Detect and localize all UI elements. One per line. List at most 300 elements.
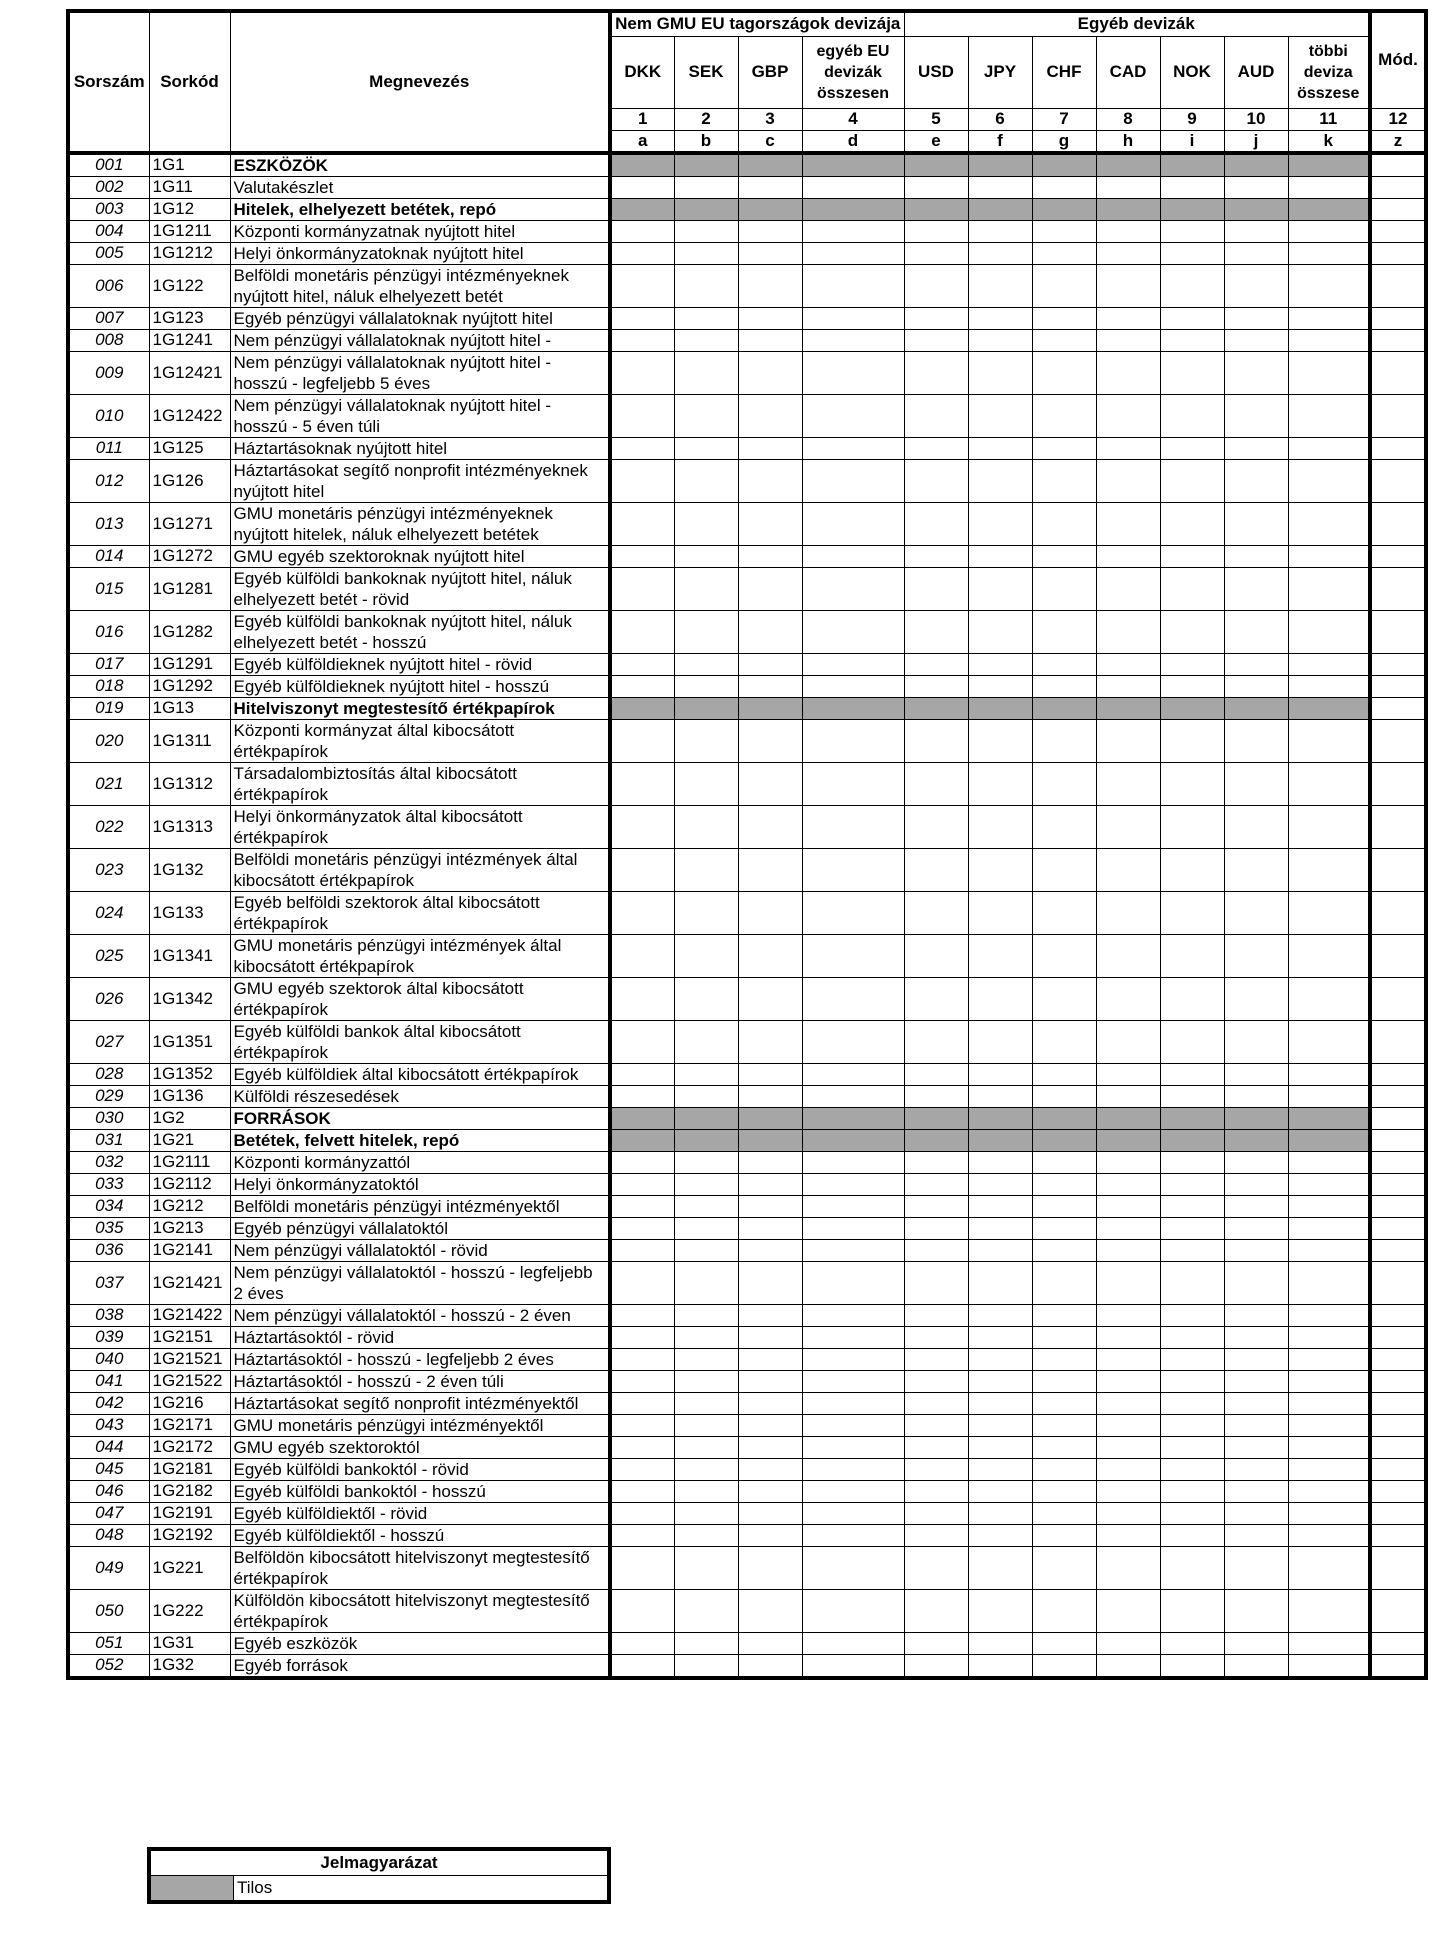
value-cell[interactable] — [738, 459, 802, 502]
value-cell[interactable] — [1096, 1480, 1160, 1502]
value-cell[interactable] — [1032, 1436, 1096, 1458]
value-cell[interactable] — [1288, 1304, 1370, 1326]
value-cell[interactable] — [1224, 1632, 1288, 1654]
value-cell[interactable] — [1288, 1632, 1370, 1654]
value-cell[interactable] — [1224, 762, 1288, 805]
value-cell[interactable] — [1370, 502, 1426, 545]
value-cell[interactable] — [802, 1217, 904, 1239]
value-cell[interactable] — [1096, 1063, 1160, 1085]
value-cell[interactable] — [1224, 610, 1288, 653]
value-cell[interactable] — [1160, 1020, 1224, 1063]
value-cell[interactable] — [674, 1370, 738, 1392]
value-cell[interactable] — [1370, 934, 1426, 977]
value-cell[interactable] — [904, 1502, 968, 1524]
value-cell[interactable] — [1224, 1392, 1288, 1414]
value-cell[interactable] — [1288, 351, 1370, 394]
value-cell[interactable] — [610, 653, 674, 675]
value-cell[interactable] — [610, 1436, 674, 1458]
value-cell[interactable] — [610, 1370, 674, 1392]
value-cell[interactable] — [610, 567, 674, 610]
value-cell[interactable] — [1032, 762, 1096, 805]
value-cell[interactable] — [674, 675, 738, 697]
value-cell[interactable] — [610, 1151, 674, 1173]
value-cell[interactable] — [674, 459, 738, 502]
value-cell[interactable] — [968, 1654, 1032, 1678]
value-cell[interactable] — [610, 1392, 674, 1414]
value-cell[interactable] — [738, 437, 802, 459]
value-cell[interactable] — [674, 891, 738, 934]
value-cell[interactable] — [1160, 934, 1224, 977]
value-cell[interactable] — [1096, 1654, 1160, 1678]
value-cell[interactable] — [610, 1414, 674, 1436]
value-cell[interactable] — [738, 805, 802, 848]
value-cell[interactable] — [1096, 176, 1160, 198]
value-cell[interactable] — [1224, 675, 1288, 697]
value-cell[interactable] — [802, 891, 904, 934]
value-cell[interactable] — [674, 934, 738, 977]
value-cell[interactable] — [674, 437, 738, 459]
value-cell[interactable] — [738, 176, 802, 198]
value-cell[interactable] — [610, 1173, 674, 1195]
value-cell[interactable] — [674, 610, 738, 653]
value-cell[interactable] — [904, 329, 968, 351]
value-cell[interactable] — [1288, 220, 1370, 242]
value-cell[interactable] — [1224, 502, 1288, 545]
value-cell[interactable] — [968, 1151, 1032, 1173]
value-cell[interactable] — [674, 1239, 738, 1261]
value-cell[interactable] — [1096, 351, 1160, 394]
value-cell[interactable] — [1288, 459, 1370, 502]
value-cell[interactable] — [1032, 1195, 1096, 1217]
value-cell[interactable] — [1096, 242, 1160, 264]
value-cell[interactable] — [802, 394, 904, 437]
value-cell[interactable] — [802, 1063, 904, 1085]
value-cell[interactable] — [1288, 762, 1370, 805]
value-cell[interactable] — [1160, 176, 1224, 198]
value-cell[interactable] — [1224, 307, 1288, 329]
value-cell[interactable] — [1032, 805, 1096, 848]
value-cell[interactable] — [1224, 1589, 1288, 1632]
value-cell[interactable] — [802, 264, 904, 307]
value-cell[interactable] — [1288, 1458, 1370, 1480]
value-cell[interactable] — [968, 307, 1032, 329]
value-cell[interactable] — [1032, 1261, 1096, 1304]
value-cell[interactable] — [1224, 394, 1288, 437]
value-cell[interactable] — [674, 1217, 738, 1239]
value-cell[interactable] — [1288, 502, 1370, 545]
value-cell[interactable] — [968, 1261, 1032, 1304]
value-cell[interactable] — [1288, 307, 1370, 329]
value-cell[interactable] — [1288, 1436, 1370, 1458]
value-cell[interactable] — [738, 1063, 802, 1085]
value-cell[interactable] — [610, 176, 674, 198]
value-cell[interactable] — [802, 1480, 904, 1502]
value-cell[interactable] — [674, 1326, 738, 1348]
value-cell[interactable] — [674, 848, 738, 891]
value-cell[interactable] — [904, 1195, 968, 1217]
value-cell[interactable] — [674, 1173, 738, 1195]
value-cell[interactable] — [1032, 1589, 1096, 1632]
value-cell[interactable] — [674, 329, 738, 351]
value-cell[interactable] — [1096, 762, 1160, 805]
value-cell[interactable] — [610, 242, 674, 264]
value-cell[interactable] — [1160, 675, 1224, 697]
value-cell[interactable] — [1370, 545, 1426, 567]
value-cell[interactable] — [610, 1654, 674, 1678]
value-cell[interactable] — [904, 1524, 968, 1546]
value-cell[interactable] — [968, 675, 1032, 697]
value-cell[interactable] — [1288, 675, 1370, 697]
value-cell[interactable] — [1370, 762, 1426, 805]
value-cell[interactable] — [1160, 437, 1224, 459]
value-cell[interactable] — [610, 264, 674, 307]
value-cell[interactable] — [674, 1524, 738, 1546]
value-cell[interactable] — [1160, 977, 1224, 1020]
value-cell[interactable] — [610, 1063, 674, 1085]
value-cell[interactable] — [1288, 1589, 1370, 1632]
value-cell[interactable] — [1160, 1370, 1224, 1392]
value-cell[interactable] — [968, 502, 1032, 545]
value-cell[interactable] — [802, 1654, 904, 1678]
value-cell[interactable] — [904, 437, 968, 459]
value-cell[interactable] — [674, 1589, 738, 1632]
value-cell[interactable] — [1370, 459, 1426, 502]
value-cell[interactable] — [1160, 1654, 1224, 1678]
value-cell[interactable] — [674, 1436, 738, 1458]
value-cell[interactable] — [802, 1239, 904, 1261]
value-cell[interactable] — [1224, 1173, 1288, 1195]
value-cell[interactable] — [1224, 1195, 1288, 1217]
value-cell[interactable] — [1160, 459, 1224, 502]
value-cell[interactable] — [610, 220, 674, 242]
value-cell[interactable] — [1096, 675, 1160, 697]
value-cell[interactable] — [738, 264, 802, 307]
value-cell[interactable] — [904, 762, 968, 805]
value-cell[interactable] — [904, 1458, 968, 1480]
value-cell[interactable] — [610, 394, 674, 437]
value-cell[interactable] — [904, 264, 968, 307]
value-cell[interactable] — [1032, 545, 1096, 567]
value-cell[interactable] — [1370, 1107, 1426, 1129]
value-cell[interactable] — [738, 762, 802, 805]
value-cell[interactable] — [904, 1392, 968, 1414]
value-cell[interactable] — [1288, 242, 1370, 264]
value-cell[interactable] — [738, 1085, 802, 1107]
value-cell[interactable] — [968, 653, 1032, 675]
value-cell[interactable] — [1160, 1261, 1224, 1304]
value-cell[interactable] — [610, 1020, 674, 1063]
value-cell[interactable] — [1032, 610, 1096, 653]
value-cell[interactable] — [1288, 1261, 1370, 1304]
value-cell[interactable] — [1096, 1020, 1160, 1063]
value-cell[interactable] — [1288, 1085, 1370, 1107]
value-cell[interactable] — [1370, 1348, 1426, 1370]
value-cell[interactable] — [1096, 545, 1160, 567]
value-cell[interactable] — [1224, 1348, 1288, 1370]
value-cell[interactable] — [1032, 242, 1096, 264]
value-cell[interactable] — [1370, 1546, 1426, 1589]
value-cell[interactable] — [1224, 805, 1288, 848]
value-cell[interactable] — [1032, 502, 1096, 545]
value-cell[interactable] — [738, 1217, 802, 1239]
value-cell[interactable] — [610, 1348, 674, 1370]
value-cell[interactable] — [904, 1326, 968, 1348]
value-cell[interactable] — [610, 1217, 674, 1239]
value-cell[interactable] — [968, 1195, 1032, 1217]
value-cell[interactable] — [674, 307, 738, 329]
value-cell[interactable] — [738, 1239, 802, 1261]
value-cell[interactable] — [1160, 805, 1224, 848]
value-cell[interactable] — [674, 394, 738, 437]
value-cell[interactable] — [738, 1195, 802, 1217]
value-cell[interactable] — [968, 545, 1032, 567]
value-cell[interactable] — [968, 1239, 1032, 1261]
value-cell[interactable] — [738, 675, 802, 697]
value-cell[interactable] — [738, 610, 802, 653]
value-cell[interactable] — [738, 1414, 802, 1436]
value-cell[interactable] — [610, 805, 674, 848]
value-cell[interactable] — [1370, 675, 1426, 697]
value-cell[interactable] — [1288, 176, 1370, 198]
value-cell[interactable] — [610, 1304, 674, 1326]
value-cell[interactable] — [1224, 1326, 1288, 1348]
value-cell[interactable] — [1160, 567, 1224, 610]
value-cell[interactable] — [1370, 242, 1426, 264]
value-cell[interactable] — [1096, 1414, 1160, 1436]
value-cell[interactable] — [738, 307, 802, 329]
value-cell[interactable] — [904, 934, 968, 977]
value-cell[interactable] — [674, 1480, 738, 1502]
value-cell[interactable] — [674, 1458, 738, 1480]
value-cell[interactable] — [1160, 1348, 1224, 1370]
value-cell[interactable] — [1370, 653, 1426, 675]
value-cell[interactable] — [1096, 1326, 1160, 1348]
value-cell[interactable] — [904, 1370, 968, 1392]
value-cell[interactable] — [610, 1632, 674, 1654]
value-cell[interactable] — [968, 329, 1032, 351]
value-cell[interactable] — [1032, 675, 1096, 697]
value-cell[interactable] — [1288, 394, 1370, 437]
value-cell[interactable] — [904, 1063, 968, 1085]
value-cell[interactable] — [968, 891, 1032, 934]
value-cell[interactable] — [904, 977, 968, 1020]
value-cell[interactable] — [1160, 1217, 1224, 1239]
value-cell[interactable] — [674, 1502, 738, 1524]
value-cell[interactable] — [1160, 1304, 1224, 1326]
value-cell[interactable] — [904, 1546, 968, 1589]
value-cell[interactable] — [968, 848, 1032, 891]
value-cell[interactable] — [610, 762, 674, 805]
value-cell[interactable] — [968, 351, 1032, 394]
value-cell[interactable] — [674, 351, 738, 394]
value-cell[interactable] — [1032, 1217, 1096, 1239]
value-cell[interactable] — [1096, 719, 1160, 762]
value-cell[interactable] — [968, 1458, 1032, 1480]
value-cell[interactable] — [1224, 1217, 1288, 1239]
value-cell[interactable] — [1224, 848, 1288, 891]
value-cell[interactable] — [738, 1632, 802, 1654]
value-cell[interactable] — [1370, 437, 1426, 459]
value-cell[interactable] — [904, 176, 968, 198]
value-cell[interactable] — [1224, 891, 1288, 934]
value-cell[interactable] — [1160, 848, 1224, 891]
value-cell[interactable] — [968, 1085, 1032, 1107]
value-cell[interactable] — [1288, 1546, 1370, 1589]
value-cell[interactable] — [1224, 1654, 1288, 1678]
value-cell[interactable] — [1032, 1151, 1096, 1173]
value-cell[interactable] — [1160, 1173, 1224, 1195]
value-cell[interactable] — [1224, 437, 1288, 459]
value-cell[interactable] — [802, 1085, 904, 1107]
value-cell[interactable] — [802, 1392, 904, 1414]
value-cell[interactable] — [1224, 1524, 1288, 1546]
value-cell[interactable] — [1096, 1546, 1160, 1589]
value-cell[interactable] — [1032, 1173, 1096, 1195]
value-cell[interactable] — [1032, 1063, 1096, 1085]
value-cell[interactable] — [1224, 1414, 1288, 1436]
value-cell[interactable] — [1160, 1195, 1224, 1217]
value-cell[interactable] — [1370, 1151, 1426, 1173]
value-cell[interactable] — [904, 242, 968, 264]
value-cell[interactable] — [802, 459, 904, 502]
value-cell[interactable] — [904, 545, 968, 567]
value-cell[interactable] — [1032, 329, 1096, 351]
value-cell[interactable] — [738, 1020, 802, 1063]
value-cell[interactable] — [610, 1480, 674, 1502]
value-cell[interactable] — [1096, 1261, 1160, 1304]
value-cell[interactable] — [1160, 1326, 1224, 1348]
value-cell[interactable] — [1370, 1414, 1426, 1436]
value-cell[interactable] — [1032, 1480, 1096, 1502]
value-cell[interactable] — [1224, 977, 1288, 1020]
value-cell[interactable] — [1032, 1654, 1096, 1678]
value-cell[interactable] — [674, 977, 738, 1020]
value-cell[interactable] — [1224, 1304, 1288, 1326]
value-cell[interactable] — [968, 1632, 1032, 1654]
value-cell[interactable] — [1288, 264, 1370, 307]
value-cell[interactable] — [1288, 1173, 1370, 1195]
value-cell[interactable] — [1370, 351, 1426, 394]
value-cell[interactable] — [1288, 977, 1370, 1020]
value-cell[interactable] — [1224, 176, 1288, 198]
value-cell[interactable] — [1032, 1502, 1096, 1524]
value-cell[interactable] — [802, 1524, 904, 1546]
value-cell[interactable] — [1160, 220, 1224, 242]
value-cell[interactable] — [802, 762, 904, 805]
value-cell[interactable] — [968, 1436, 1032, 1458]
value-cell[interactable] — [1224, 934, 1288, 977]
value-cell[interactable] — [1370, 1217, 1426, 1239]
value-cell[interactable] — [674, 1348, 738, 1370]
value-cell[interactable] — [738, 1436, 802, 1458]
value-cell[interactable] — [1224, 1085, 1288, 1107]
value-cell[interactable] — [1160, 1589, 1224, 1632]
value-cell[interactable] — [802, 1632, 904, 1654]
value-cell[interactable] — [738, 545, 802, 567]
value-cell[interactable] — [1370, 1654, 1426, 1678]
value-cell[interactable] — [968, 459, 1032, 502]
value-cell[interactable] — [1160, 545, 1224, 567]
value-cell[interactable] — [904, 1348, 968, 1370]
value-cell[interactable] — [1370, 153, 1426, 177]
value-cell[interactable] — [1370, 1195, 1426, 1217]
value-cell[interactable] — [738, 1326, 802, 1348]
value-cell[interactable] — [1370, 1261, 1426, 1304]
value-cell[interactable] — [1370, 697, 1426, 719]
value-cell[interactable] — [904, 610, 968, 653]
value-cell[interactable] — [1224, 653, 1288, 675]
value-cell[interactable] — [968, 264, 1032, 307]
value-cell[interactable] — [904, 675, 968, 697]
value-cell[interactable] — [1288, 1326, 1370, 1348]
value-cell[interactable] — [1288, 1414, 1370, 1436]
value-cell[interactable] — [1224, 264, 1288, 307]
value-cell[interactable] — [1288, 567, 1370, 610]
value-cell[interactable] — [968, 394, 1032, 437]
value-cell[interactable] — [674, 242, 738, 264]
value-cell[interactable] — [802, 220, 904, 242]
value-cell[interactable] — [1160, 1458, 1224, 1480]
value-cell[interactable] — [1224, 1370, 1288, 1392]
value-cell[interactable] — [1096, 502, 1160, 545]
value-cell[interactable] — [610, 977, 674, 1020]
value-cell[interactable] — [1032, 437, 1096, 459]
value-cell[interactable] — [1370, 1326, 1426, 1348]
value-cell[interactable] — [1032, 977, 1096, 1020]
value-cell[interactable] — [968, 176, 1032, 198]
value-cell[interactable] — [1160, 653, 1224, 675]
value-cell[interactable] — [1096, 1524, 1160, 1546]
value-cell[interactable] — [610, 502, 674, 545]
value-cell[interactable] — [674, 1085, 738, 1107]
value-cell[interactable] — [1096, 1436, 1160, 1458]
value-cell[interactable] — [610, 891, 674, 934]
value-cell[interactable] — [1224, 242, 1288, 264]
value-cell[interactable] — [968, 567, 1032, 610]
value-cell[interactable] — [1032, 719, 1096, 762]
value-cell[interactable] — [968, 1524, 1032, 1546]
value-cell[interactable] — [904, 351, 968, 394]
value-cell[interactable] — [802, 1502, 904, 1524]
value-cell[interactable] — [1224, 1261, 1288, 1304]
value-cell[interactable] — [802, 675, 904, 697]
value-cell[interactable] — [610, 1458, 674, 1480]
value-cell[interactable] — [1160, 762, 1224, 805]
value-cell[interactable] — [1096, 1458, 1160, 1480]
value-cell[interactable] — [1096, 1348, 1160, 1370]
value-cell[interactable] — [738, 1173, 802, 1195]
value-cell[interactable] — [1370, 1436, 1426, 1458]
value-cell[interactable] — [968, 1414, 1032, 1436]
value-cell[interactable] — [802, 545, 904, 567]
value-cell[interactable] — [1370, 1632, 1426, 1654]
value-cell[interactable] — [738, 934, 802, 977]
value-cell[interactable] — [904, 1261, 968, 1304]
value-cell[interactable] — [674, 567, 738, 610]
value-cell[interactable] — [1370, 567, 1426, 610]
value-cell[interactable] — [1370, 977, 1426, 1020]
value-cell[interactable] — [802, 1370, 904, 1392]
value-cell[interactable] — [968, 1370, 1032, 1392]
value-cell[interactable] — [802, 1020, 904, 1063]
value-cell[interactable] — [1160, 1436, 1224, 1458]
value-cell[interactable] — [1032, 394, 1096, 437]
value-cell[interactable] — [1370, 1063, 1426, 1085]
value-cell[interactable] — [738, 1480, 802, 1502]
value-cell[interactable] — [1032, 567, 1096, 610]
value-cell[interactable] — [738, 848, 802, 891]
value-cell[interactable] — [968, 934, 1032, 977]
